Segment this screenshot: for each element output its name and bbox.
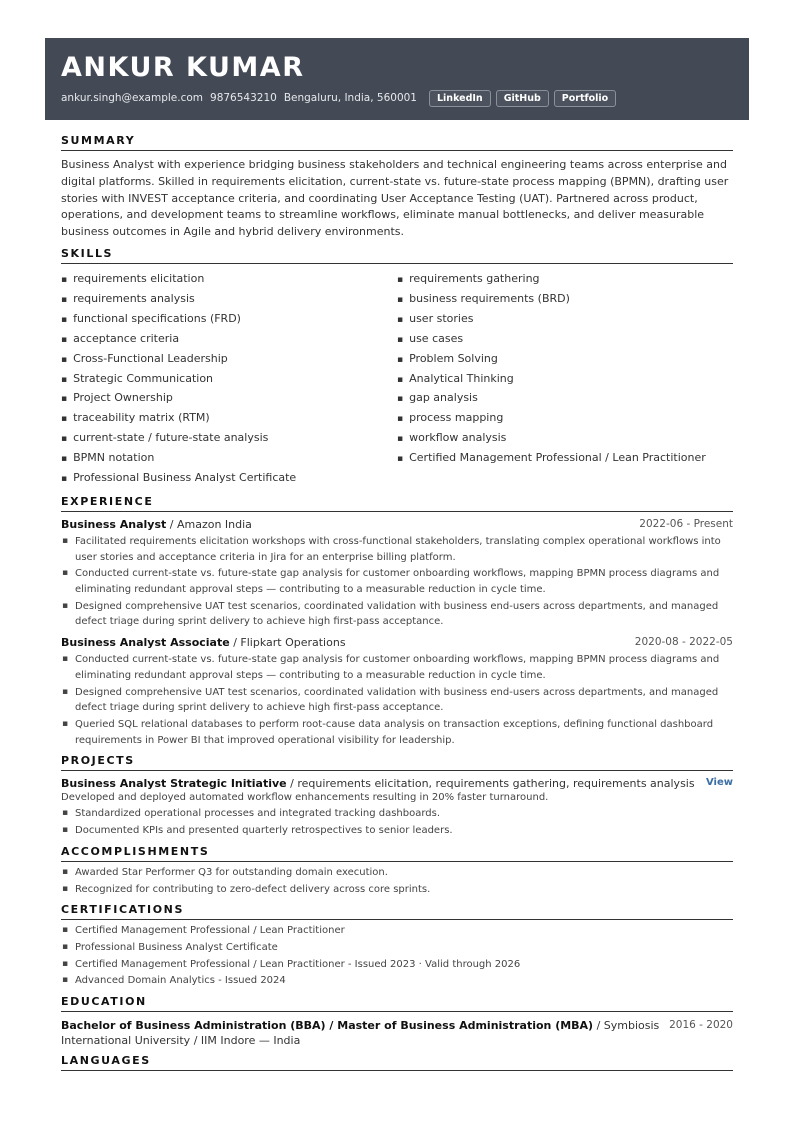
resume-body xyxy=(61,128,733,1071)
skill-item: ▪ workflow analysis xyxy=(397,429,733,449)
project-tags: / requirements elicitation, requirements gathering, requirements analysis xyxy=(286,777,695,791)
portfolio-link[interactable]: Portfolio xyxy=(554,90,616,107)
job-bullet: ▪ Designed comprehensive UAT test scenarios, coordinated validation with business end-users across departments, and managed defect triage during sprint delivery to achieve high first-pass acceptance. xyxy=(75,685,733,716)
skill-item: ▪ requirements analysis xyxy=(61,290,397,310)
education-location: — India xyxy=(255,1034,301,1048)
project-description: Developed and deployed automated workflow enhancements resulting in 20% faster turnaround. xyxy=(61,792,549,804)
accomplishment-bullet: ▪ Recognized for contributing to zero-defect delivery across core sprints. xyxy=(75,882,733,898)
summary-heading: SUMMARY xyxy=(61,134,733,151)
skill-item: ▪ process mapping xyxy=(397,409,733,429)
linkedin-link[interactable]: LinkedIn xyxy=(429,90,491,107)
job-bullet: ▪ Queried SQL relational databases to perform root-cause data analysis on transaction exceptions, defining functional dashboard requirements in Power BI that improved operational visibility for leadership. xyxy=(75,717,733,748)
certification-bullet: ▪ Professional Business Analyst Certificate xyxy=(75,940,733,956)
project-bullet: ▪ Documented KPIs and presented quarterly retrospectives to senior leaders. xyxy=(75,823,733,839)
job-bullet: ▪ Conducted current-state vs. future-state gap analysis for customer onboarding workflows, mapping BPMN process diagrams and eliminating redundant approval steps — contributing to a measurable reduction in cycle time. xyxy=(75,652,733,683)
github-link[interactable]: GitHub xyxy=(496,90,549,107)
skill-item: ▪ business requirements (BRD) xyxy=(397,290,733,310)
certifications-heading: CERTIFICATIONS xyxy=(61,903,733,920)
job-role: Business Analyst Associate xyxy=(61,636,230,650)
project-bullet: ▪ Standardized operational processes and integrated tracking dashboards. xyxy=(75,806,733,822)
project-name: Business Analyst Strategic Initiative xyxy=(61,777,287,791)
phone-text: 9876543210 xyxy=(210,92,277,104)
education-entry xyxy=(61,1018,733,1048)
skill-item: ▪ Certified Management Professional / Lean Practitioner xyxy=(397,449,733,469)
skill-item: ▪ traceability matrix (RTM) xyxy=(61,409,397,429)
skill-item: ▪ requirements gathering xyxy=(397,270,733,290)
certification-bullet: ▪ Advanced Domain Analytics - Issued 2024 xyxy=(75,973,733,989)
skill-item: ▪ BPMN notation xyxy=(61,449,397,469)
skills-list xyxy=(61,270,733,489)
project-header xyxy=(61,777,733,790)
skill-item: ▪ requirements elicitation xyxy=(61,270,397,290)
job-bullet: ▪ Designed comprehensive UAT test scenarios, coordinated validation with business end-users across departments, and managed defect triage during sprint delivery to achieve high first-pass acceptance. xyxy=(75,599,733,630)
skill-item: ▪ Analytical Thinking xyxy=(397,370,733,390)
skill-item: ▪ Professional Business Analyst Certificate xyxy=(61,469,397,489)
job-bullets xyxy=(61,652,733,748)
experience-heading: EXPERIENCE xyxy=(61,495,733,512)
education-heading: EDUCATION xyxy=(61,995,733,1012)
accomplishments-heading: ACCOMPLISHMENTS xyxy=(61,845,733,862)
job-company: / Flipkart Operations xyxy=(229,636,346,650)
skill-item: ▪ use cases xyxy=(397,330,733,350)
job-bullet: ▪ Facilitated requirements elicitation workshops with cross-functional stakeholders, translating complex operational workflows into user stories and acceptance criteria in Jira for an enterprise billing platform. xyxy=(75,534,733,565)
projects-heading: PROJECTS xyxy=(61,754,733,771)
skill-item: ▪ current-state / future-state analysis xyxy=(61,429,397,449)
project-view-link[interactable]: View xyxy=(705,777,733,789)
resume-header xyxy=(45,38,749,120)
contact-line xyxy=(61,88,616,108)
skill-item: ▪ Problem Solving xyxy=(397,350,733,370)
education-school: / Symbiosis International University / IIM Indore xyxy=(61,1019,660,1048)
certification-bullet: ▪ Certified Management Professional / Lean Practitioner - Issued 2023 · Valid through 2026 xyxy=(75,957,733,973)
skills-heading: SKILLS xyxy=(61,247,733,264)
skill-item: ▪ Strategic Communication xyxy=(61,370,397,390)
candidate-name: ANKUR KUMAR xyxy=(61,52,305,83)
accomplishment-bullet: ▪ Awarded Star Performer Q3 for outstanding domain execution. xyxy=(75,865,733,881)
skill-item: ▪ Project Ownership xyxy=(61,389,397,409)
education-degree: Bachelor of Business Administration (BBA) / Master of Business Administration (MBA) xyxy=(61,1019,594,1033)
skill-item: ▪ functional specifications (FRD) xyxy=(61,310,397,330)
job-header xyxy=(61,636,733,649)
job-bullets xyxy=(61,534,733,630)
summary-text: Business Analyst with experience bridging business stakeholders and technical engineering teams across enterprise and digital platforms. Skilled in requirements elicitation, current-state vs. future-state process mapping (BPMN), drafting user stories with INVEST acceptance criteria, and coordinating User Acceptance Testing (UAT). Partnered across product, operations, and development teams to streamline workflows, eliminate manual bottlenecks, and deliver measurable business outcomes in Agile and hybrid delivery environments. xyxy=(61,158,729,239)
project-bullets xyxy=(61,806,733,838)
skill-item: ▪ acceptance criteria xyxy=(61,330,397,350)
certification-bullets xyxy=(61,923,733,989)
languages-heading: LANGUAGES xyxy=(61,1054,733,1071)
skill-item: ▪ gap analysis xyxy=(397,389,733,409)
job-header xyxy=(61,518,733,531)
education-dates: 2016 - 2020 xyxy=(669,1019,733,1032)
job-dates: 2020-08 - 2022-05 xyxy=(634,636,733,649)
job-bullet: ▪ Conducted current-state vs. future-state gap analysis for customer onboarding workflows, mapping BPMN process diagrams and eliminating redundant approval steps — contributing to a measurable reduction in cycle time. xyxy=(75,566,733,597)
job-role: Business Analyst xyxy=(61,517,167,531)
skill-item: ▪ Cross-Functional Leadership xyxy=(61,350,397,370)
job-company: / Amazon India xyxy=(166,517,252,531)
skill-item: ▪ user stories xyxy=(397,310,733,330)
accomplishment-bullets xyxy=(61,865,733,897)
location-text: Bengaluru, India, 560001 xyxy=(283,92,417,104)
email-text: ankur.singh@example.com xyxy=(61,92,204,104)
certification-bullet: ▪ Certified Management Professional / Lean Practitioner xyxy=(75,923,733,939)
job-dates: 2022-06 - Present xyxy=(639,517,733,530)
